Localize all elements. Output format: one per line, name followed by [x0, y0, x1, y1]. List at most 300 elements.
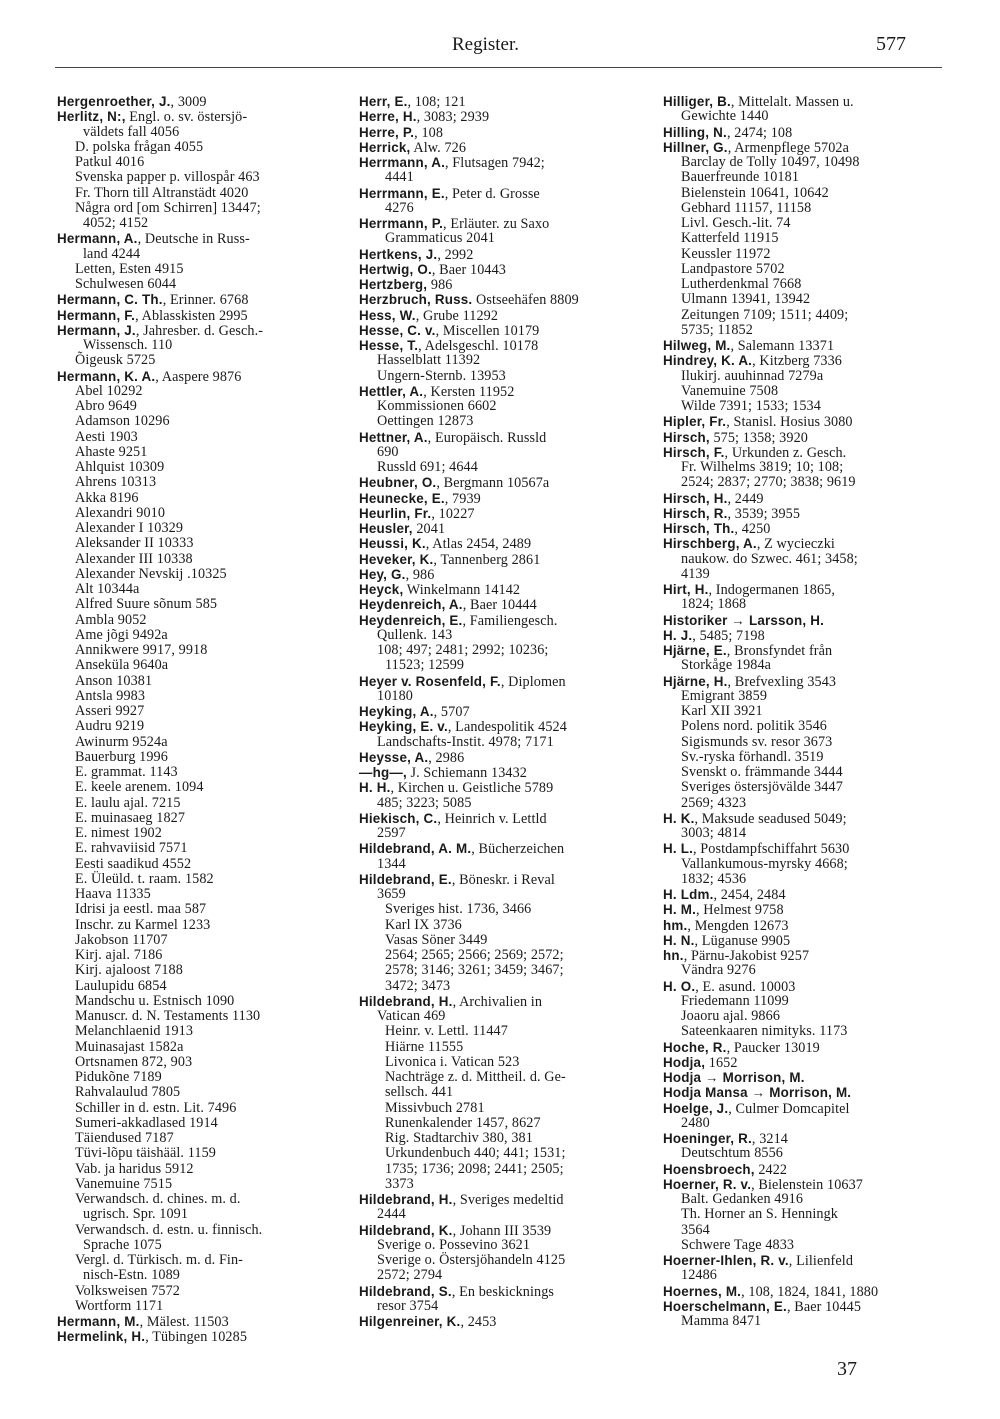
entry-heading: Hermann, A. — [57, 231, 138, 247]
entry-heading: Hildebrand, H. — [359, 1192, 453, 1207]
index-entry — [57, 872, 337, 887]
index-entry — [663, 1192, 948, 1207]
index-entry — [359, 963, 644, 978]
entry-text: Rig. Stadtarchiv 380, 381 — [385, 1130, 533, 1146]
entry-text: , Sveriges medeltid — [452, 1192, 564, 1208]
index-entry — [57, 582, 337, 597]
index-entry — [663, 216, 948, 231]
entry-text: Akka 8196 — [75, 489, 139, 506]
entry-heading: H. J. — [663, 627, 693, 643]
index-entry — [663, 857, 948, 872]
index-entry — [57, 719, 337, 734]
index-entry — [57, 384, 337, 399]
entry-text: Bauerfreunde 10181 — [681, 169, 800, 186]
index-entry — [359, 704, 644, 719]
index-entry — [663, 994, 948, 1009]
entry-text: Eesti saadikud 4552 — [75, 855, 192, 872]
index-entry — [57, 857, 337, 872]
index-entry — [359, 216, 644, 231]
index-entry — [359, 979, 644, 994]
index-entry — [57, 1253, 337, 1268]
index-entry — [359, 155, 644, 170]
index-entry — [663, 918, 948, 933]
entry-text: land 4244 — [83, 245, 141, 262]
index-entry — [57, 887, 337, 902]
index-entry — [359, 1116, 644, 1131]
index-entry — [359, 643, 644, 658]
entry-text: Qullenk. 143 — [377, 626, 453, 643]
entry-heading: H. K. — [663, 810, 695, 826]
index-entry — [359, 1055, 644, 1070]
index-entry — [359, 841, 644, 856]
entry-text: , Kitzberg 7336 — [752, 353, 843, 370]
index-entry — [359, 491, 644, 506]
index-entry — [57, 1329, 337, 1344]
entry-heading: Heyck, — [359, 582, 404, 597]
index-entry — [57, 170, 337, 185]
index-entry — [663, 201, 948, 216]
entry-text: 3659 — [377, 886, 406, 902]
index-entry — [663, 94, 948, 109]
index-entry — [57, 963, 337, 978]
index-entry — [359, 857, 644, 872]
entry-text: Vanemuine 7515 — [75, 1175, 173, 1192]
index-entry — [359, 1040, 644, 1055]
entry-text: , Erinner. 6768 — [162, 292, 249, 309]
entry-heading: Hettner, A. — [359, 429, 428, 445]
index-entry — [359, 369, 644, 384]
entry-text: , 108, 1824, 1841, 1880 — [741, 1283, 879, 1300]
index-column-2 — [359, 94, 644, 1329]
index-entry — [359, 582, 644, 597]
index-entry — [57, 399, 337, 414]
index-entry — [663, 1299, 948, 1314]
index-entry — [359, 780, 644, 795]
entry-text: , Archivalien in — [452, 993, 543, 1010]
index-entry — [57, 765, 337, 780]
index-entry — [57, 94, 337, 109]
index-entry — [57, 186, 337, 201]
index-entry — [359, 689, 644, 704]
index-entry — [359, 765, 644, 780]
index-entry — [663, 262, 948, 277]
entry-text: Sv.-ryska förhandl. 3519 — [681, 748, 824, 765]
index-entry — [663, 353, 948, 368]
index-entry — [663, 125, 948, 140]
entry-text: , Johann III 3539 — [452, 1222, 552, 1239]
entry-heading: Hildebrand, A. M. — [359, 841, 472, 857]
entry-text: E. Üleüld. t. raam. 1582 — [75, 870, 214, 887]
entry-text: Lutherdenkmal 7668 — [681, 276, 802, 292]
index-entry — [57, 1024, 337, 1039]
entry-text: Õigeusk 5725 — [75, 352, 156, 369]
entry-heading: H. H. — [359, 780, 391, 796]
entry-heading: Hildebrand, K. — [359, 1222, 453, 1238]
index-entry — [663, 277, 948, 292]
entry-text: Aleksander II 10333 — [75, 535, 194, 552]
entry-text: 10180 — [377, 687, 413, 704]
entry-heading: Heyking, A. — [359, 704, 434, 719]
entry-text: , Helmest 9758 — [696, 902, 784, 919]
entry-heading: Hoerschelmann, E. — [663, 1298, 787, 1314]
entry-text: 3003; 4814 — [681, 825, 747, 841]
index-entry — [57, 1299, 337, 1314]
index-entry — [663, 247, 948, 262]
entry-heading: Herlitz, N:, — [57, 109, 126, 125]
entry-text: J. Schiemann 13432 — [406, 765, 527, 781]
index-entry — [663, 704, 948, 719]
entry-text: , Tübingen 10285 — [145, 1329, 248, 1346]
entry-text: , Baer 10444 — [462, 597, 537, 614]
index-entry — [57, 430, 337, 445]
entry-heading: Heyer v. Rosenfeld, F. — [359, 673, 501, 689]
index-entry — [663, 1040, 948, 1055]
index-entry — [57, 414, 337, 429]
entry-text: , Miscellen 10179 — [435, 322, 540, 339]
entry-heading: Hilliger, B. — [663, 94, 731, 109]
entry-text: Alexander III 10338 — [75, 550, 193, 567]
index-entry — [663, 643, 948, 658]
index-entry — [359, 994, 644, 1009]
entry-heading: Hiekisch, C. — [359, 810, 438, 826]
entry-text: , Kirchen u. Geistliche 5789 — [390, 780, 554, 797]
index-entry — [663, 841, 948, 856]
entry-heading: Hoche, R. — [663, 1039, 727, 1055]
entry-text: Missivbuch 2781 — [385, 1099, 485, 1116]
entry-heading: Hilgenreiner, K. — [359, 1314, 461, 1329]
entry-text: , 2992 — [437, 246, 474, 263]
index-entry — [359, 262, 644, 277]
entry-text: , Heinrich v. Lettld — [437, 810, 547, 827]
index-entry — [663, 1238, 948, 1253]
entry-text: , Böneskr. i Reval — [451, 871, 555, 888]
entry-text: 2597 — [377, 825, 406, 841]
entry-heading: Hipler, Fr. — [663, 414, 727, 430]
entry-text: Alexander I 10329 — [75, 520, 184, 536]
entry-heading: Hirsch, Th. — [663, 521, 735, 536]
entry-text: 986 — [427, 277, 453, 293]
entry-text: Katterfeld 11915 — [681, 230, 779, 247]
index-entry — [57, 460, 337, 475]
entry-text: ugrisch. Spr. 1091 — [83, 1206, 189, 1223]
index-entry — [57, 658, 337, 673]
index-entry — [57, 1131, 337, 1146]
index-entry — [57, 445, 337, 460]
index-entry — [663, 552, 948, 567]
entry-text: Vatican 469 — [377, 1008, 446, 1024]
entry-text: Audru 9219 — [75, 718, 145, 735]
entry-text: Pidukõne 7189 — [75, 1069, 162, 1085]
index-entry — [663, 1146, 948, 1161]
entry-text: Ahlquist 10309 — [75, 459, 165, 475]
entry-text: E. grammat. 1143 — [75, 764, 178, 780]
entry-text: , Stanisl. Hosius 3080 — [726, 414, 853, 431]
entry-text: Wilde 7391; 1533; 1534 — [681, 398, 821, 414]
index-entry — [57, 597, 337, 612]
entry-heading: Hoernes, M. — [663, 1283, 742, 1299]
entry-text: Ortsnamen 872, 903 — [75, 1053, 193, 1070]
index-entry — [663, 430, 948, 445]
entry-text: , Peter d. Grosse — [444, 185, 540, 202]
index-entry — [57, 277, 337, 292]
entry-text: , E. asund. 10003 — [695, 978, 796, 995]
index-entry — [359, 445, 644, 460]
entry-heading: Hilweg, M. — [663, 338, 731, 353]
entry-text: Polens nord. politik 3546 — [681, 718, 827, 735]
entry-text: Vergl. d. Türkisch. m. d. Fin- — [75, 1252, 243, 1268]
index-entry — [359, 338, 644, 353]
entry-heading: Hodja → Morrison, M. — [663, 1070, 805, 1085]
index-entry — [663, 1055, 948, 1070]
entry-text: , Baer 10445 — [786, 1298, 862, 1315]
entry-text: 2578; 3146; 3261; 3459; 3467; — [385, 962, 564, 979]
entry-text: Ahrens 10313 — [75, 474, 157, 491]
entry-text: Emigrant 3859 — [681, 687, 768, 704]
entry-text: 2444 — [377, 1206, 406, 1223]
entry-text: Barclay de Tolly 10497, 10498 — [681, 154, 860, 170]
entry-text: Livl. Gesch.-lit. 74 — [681, 215, 791, 231]
index-entry — [57, 948, 337, 963]
index-entry — [359, 536, 644, 551]
entry-text: Asseri 9927 — [75, 703, 145, 719]
index-entry — [359, 109, 644, 124]
index-entry — [57, 475, 337, 490]
entry-heading: Hertwig, O. — [359, 261, 432, 277]
index-entry — [663, 796, 948, 811]
index-entry — [663, 567, 948, 582]
entry-heading: Hoerner-Ihlen, R. v. — [663, 1253, 789, 1268]
index-entry — [57, 918, 337, 933]
entry-heading: Hirsch, — [663, 429, 710, 445]
entry-heading: Hey, G. — [359, 566, 406, 582]
entry-text: Ambla 9052 — [75, 611, 147, 628]
index-entry — [663, 1177, 948, 1192]
entry-text: 11523; 12599 — [385, 657, 465, 674]
entry-heading: Hermann, J. — [57, 322, 136, 338]
index-entry — [57, 613, 337, 628]
entry-text: Kommissionen 6602 — [377, 398, 497, 414]
index-entry — [663, 597, 948, 612]
entry-text: Kirj. ajaloost 7188 — [75, 962, 183, 979]
index-entry — [359, 475, 644, 490]
index-entry — [359, 735, 644, 750]
entry-text: Abel 10292 — [75, 382, 143, 399]
entry-text: Urkundenbuch 440; 441; 1531; — [385, 1145, 566, 1162]
entry-text: , Tannenberg 2861 — [433, 551, 541, 568]
entry-text: E. nimest 1902 — [75, 825, 162, 841]
index-entry — [663, 521, 948, 536]
entry-text: Ostseehäfen 8809 — [472, 292, 579, 309]
index-entry — [663, 1009, 948, 1024]
entry-text: Karl IX 3736 — [385, 916, 462, 933]
entry-text: 12486 — [681, 1267, 717, 1284]
entry-text: Adamson 10296 — [75, 413, 170, 430]
index-entry — [359, 140, 644, 155]
index-entry — [57, 1314, 337, 1329]
index-entry — [57, 1040, 337, 1055]
entry-text: , 7939 — [444, 490, 481, 507]
entry-text: Karl XII 3921 — [681, 703, 763, 719]
entry-heading: Hildebrand, H. — [359, 993, 453, 1009]
entry-text: Täiendused 7187 — [75, 1130, 174, 1146]
entry-text: Awinurm 9524a — [75, 733, 168, 750]
index-entry — [57, 796, 337, 811]
entry-text: , 2474; 108 — [726, 124, 793, 141]
index-entry — [57, 155, 337, 170]
index-entry — [663, 658, 948, 673]
index-entry — [359, 170, 644, 185]
entry-text: naukow. do Szwec. 461; 3458; — [681, 550, 858, 567]
entry-text: , Bergmann 10567a — [436, 475, 550, 492]
index-entry — [663, 140, 948, 155]
index-entry — [663, 1284, 948, 1299]
entry-text: 4052; 4152 — [83, 215, 149, 231]
entry-text: , 3214 — [751, 1131, 788, 1147]
entry-text: , Ablasskisten 2995 — [135, 307, 248, 324]
index-entry — [57, 567, 337, 582]
index-entry — [57, 491, 337, 506]
entry-text: E. keele arenem. 1094 — [75, 779, 204, 796]
entry-text: 5735; 11852 — [681, 321, 753, 338]
entry-text: Engl. o. sv. östersjö- — [125, 109, 248, 126]
index-entry — [359, 1314, 644, 1329]
entry-text: , 3539; 3955 — [727, 505, 801, 522]
entry-heading: Hoerner, R. v. — [663, 1176, 752, 1192]
index-entry — [359, 918, 644, 933]
entry-text: Jakobson 11707 — [75, 931, 168, 948]
entry-text: Kirj. ajal. 7186 — [75, 947, 163, 963]
index-entry — [663, 308, 948, 323]
entry-heading: Heyking, E. v. — [359, 719, 448, 735]
index-entry — [663, 780, 948, 795]
entry-text: Sigismunds sv. resor 3673 — [681, 733, 833, 750]
index-entry — [663, 765, 948, 780]
index-entry — [57, 689, 337, 704]
index-entry — [359, 430, 644, 445]
entry-heading: Hermann, M. — [57, 1314, 140, 1329]
index-entry — [359, 1024, 644, 1039]
index-entry — [663, 1070, 948, 1085]
entry-text: , 108; 121 — [407, 94, 466, 110]
index-entry — [663, 1116, 948, 1131]
entry-text: Sumeri-akkadlased 1914 — [75, 1114, 218, 1131]
index-entry — [359, 308, 644, 323]
entry-text: Manuscr. d. N. Testaments 1130 — [75, 1008, 261, 1024]
index-entry — [57, 674, 337, 689]
index-entry — [57, 994, 337, 1009]
entry-text: , Bücherzeichen — [471, 841, 565, 858]
entry-text: Verwandsch. d. chines. m. d. — [75, 1191, 241, 1207]
entry-text: Rahvalaulud 7805 — [75, 1084, 181, 1101]
entry-text: , 2453 — [460, 1314, 497, 1330]
entry-heading: Hertkens, J. — [359, 246, 438, 262]
entry-text: 3564 — [681, 1221, 710, 1238]
entry-heading: Historiker → Larsson, H. — [663, 612, 825, 628]
index-entry — [57, 201, 337, 216]
entry-text: 4139 — [681, 565, 710, 582]
entry-text: 3373 — [385, 1175, 414, 1192]
index-entry — [359, 1299, 644, 1314]
entry-text: , Mengden 12673 — [687, 917, 789, 934]
entry-text: , Culmer Domcapitel — [728, 1100, 850, 1117]
entry-text: Laulupidu 6854 — [75, 977, 167, 994]
entry-text: , Europäisch. Russld — [427, 429, 547, 446]
entry-text: , Pärnu-Jakobist 9257 — [683, 948, 810, 964]
entry-text: Antsla 9983 — [75, 687, 146, 704]
entry-text: Fr. Thorn till Altranstädt 4020 — [75, 184, 249, 201]
entry-heading: Heussi, K. — [359, 536, 426, 552]
entry-text: Svenska papper p. villospår 463 — [75, 169, 260, 186]
entry-text: , 2449 — [727, 490, 764, 507]
index-entry — [57, 506, 337, 521]
index-entry — [663, 460, 948, 475]
header-rule — [55, 67, 942, 68]
entry-text: , Baer 10443 — [431, 261, 506, 278]
entry-heading: Hodja Mansa → Morrison, M. — [663, 1085, 852, 1101]
entry-text: Landschafts-Instit. 4978; 7171 — [377, 733, 554, 750]
entry-heading: Herrick, — [359, 139, 411, 155]
entry-text: Melanchlaenid 1913 — [75, 1023, 194, 1040]
index-entry — [359, 826, 644, 841]
entry-text: Anseküla 9640a — [75, 657, 169, 674]
entry-text: Russld 691; 4644 — [377, 459, 478, 475]
entry-text: , Urkunden z. Gesch. — [724, 444, 847, 461]
entry-text: Idrisi ja eestl. maa 587 — [75, 901, 207, 918]
entry-text: resor 3754 — [377, 1297, 439, 1314]
entry-heading: Heurlin, Fr. — [359, 505, 432, 521]
index-entry — [663, 384, 948, 399]
entry-text: , Salemann 13371 — [730, 338, 835, 354]
entry-text: , 5707 — [433, 704, 470, 720]
entry-text: 2572; 2794 — [377, 1267, 443, 1284]
page-title: Register. — [452, 34, 520, 55]
index-entry — [359, 1146, 644, 1161]
entry-text: Wissensch. 110 — [83, 337, 173, 353]
index-entry — [663, 1253, 948, 1268]
entry-text: Vallankumous-myrsky 4668; — [681, 855, 848, 872]
index-entry — [663, 811, 948, 826]
entry-text: , Landespolitik 4524 — [447, 719, 567, 736]
entry-heading: Heunecke, E. — [359, 490, 445, 506]
entry-text: , Familiengesch. — [462, 612, 558, 629]
index-entry — [663, 1101, 948, 1116]
entry-text: Mandschu u. Estnisch 1090 — [75, 992, 235, 1009]
entry-heading: Herrmann, A. — [359, 155, 445, 170]
index-entry — [663, 933, 948, 948]
entry-text: 485; 3223; 5085 — [377, 794, 472, 811]
entry-heading: Hillner, G. — [663, 139, 728, 155]
index-entry — [57, 231, 337, 246]
index-entry — [57, 1116, 337, 1131]
entry-heading: Herrmann, E. — [359, 185, 445, 201]
entry-text: , Jahresber. d. Gesch.- — [135, 322, 264, 339]
entry-text: , Adelsgeschl. 10178 — [418, 338, 539, 354]
entry-heading: Hoensbroech, — [663, 1161, 755, 1177]
entry-text: 2564; 2565; 2566; 2569; 2572; — [385, 947, 564, 963]
index-entry — [57, 1284, 337, 1299]
index-entry — [663, 506, 948, 521]
entry-heading: Heysse, A. — [359, 749, 429, 765]
index-entry — [57, 552, 337, 567]
index-entry — [663, 414, 948, 429]
index-entry — [663, 1314, 948, 1329]
entry-heading: —hg—, — [359, 765, 407, 780]
entry-heading: hm. — [663, 917, 688, 933]
index-entry — [663, 445, 948, 460]
entry-heading: Heubner, O. — [359, 475, 437, 491]
index-entry — [359, 872, 644, 887]
entry-heading: Hjärne, H. — [663, 673, 728, 689]
